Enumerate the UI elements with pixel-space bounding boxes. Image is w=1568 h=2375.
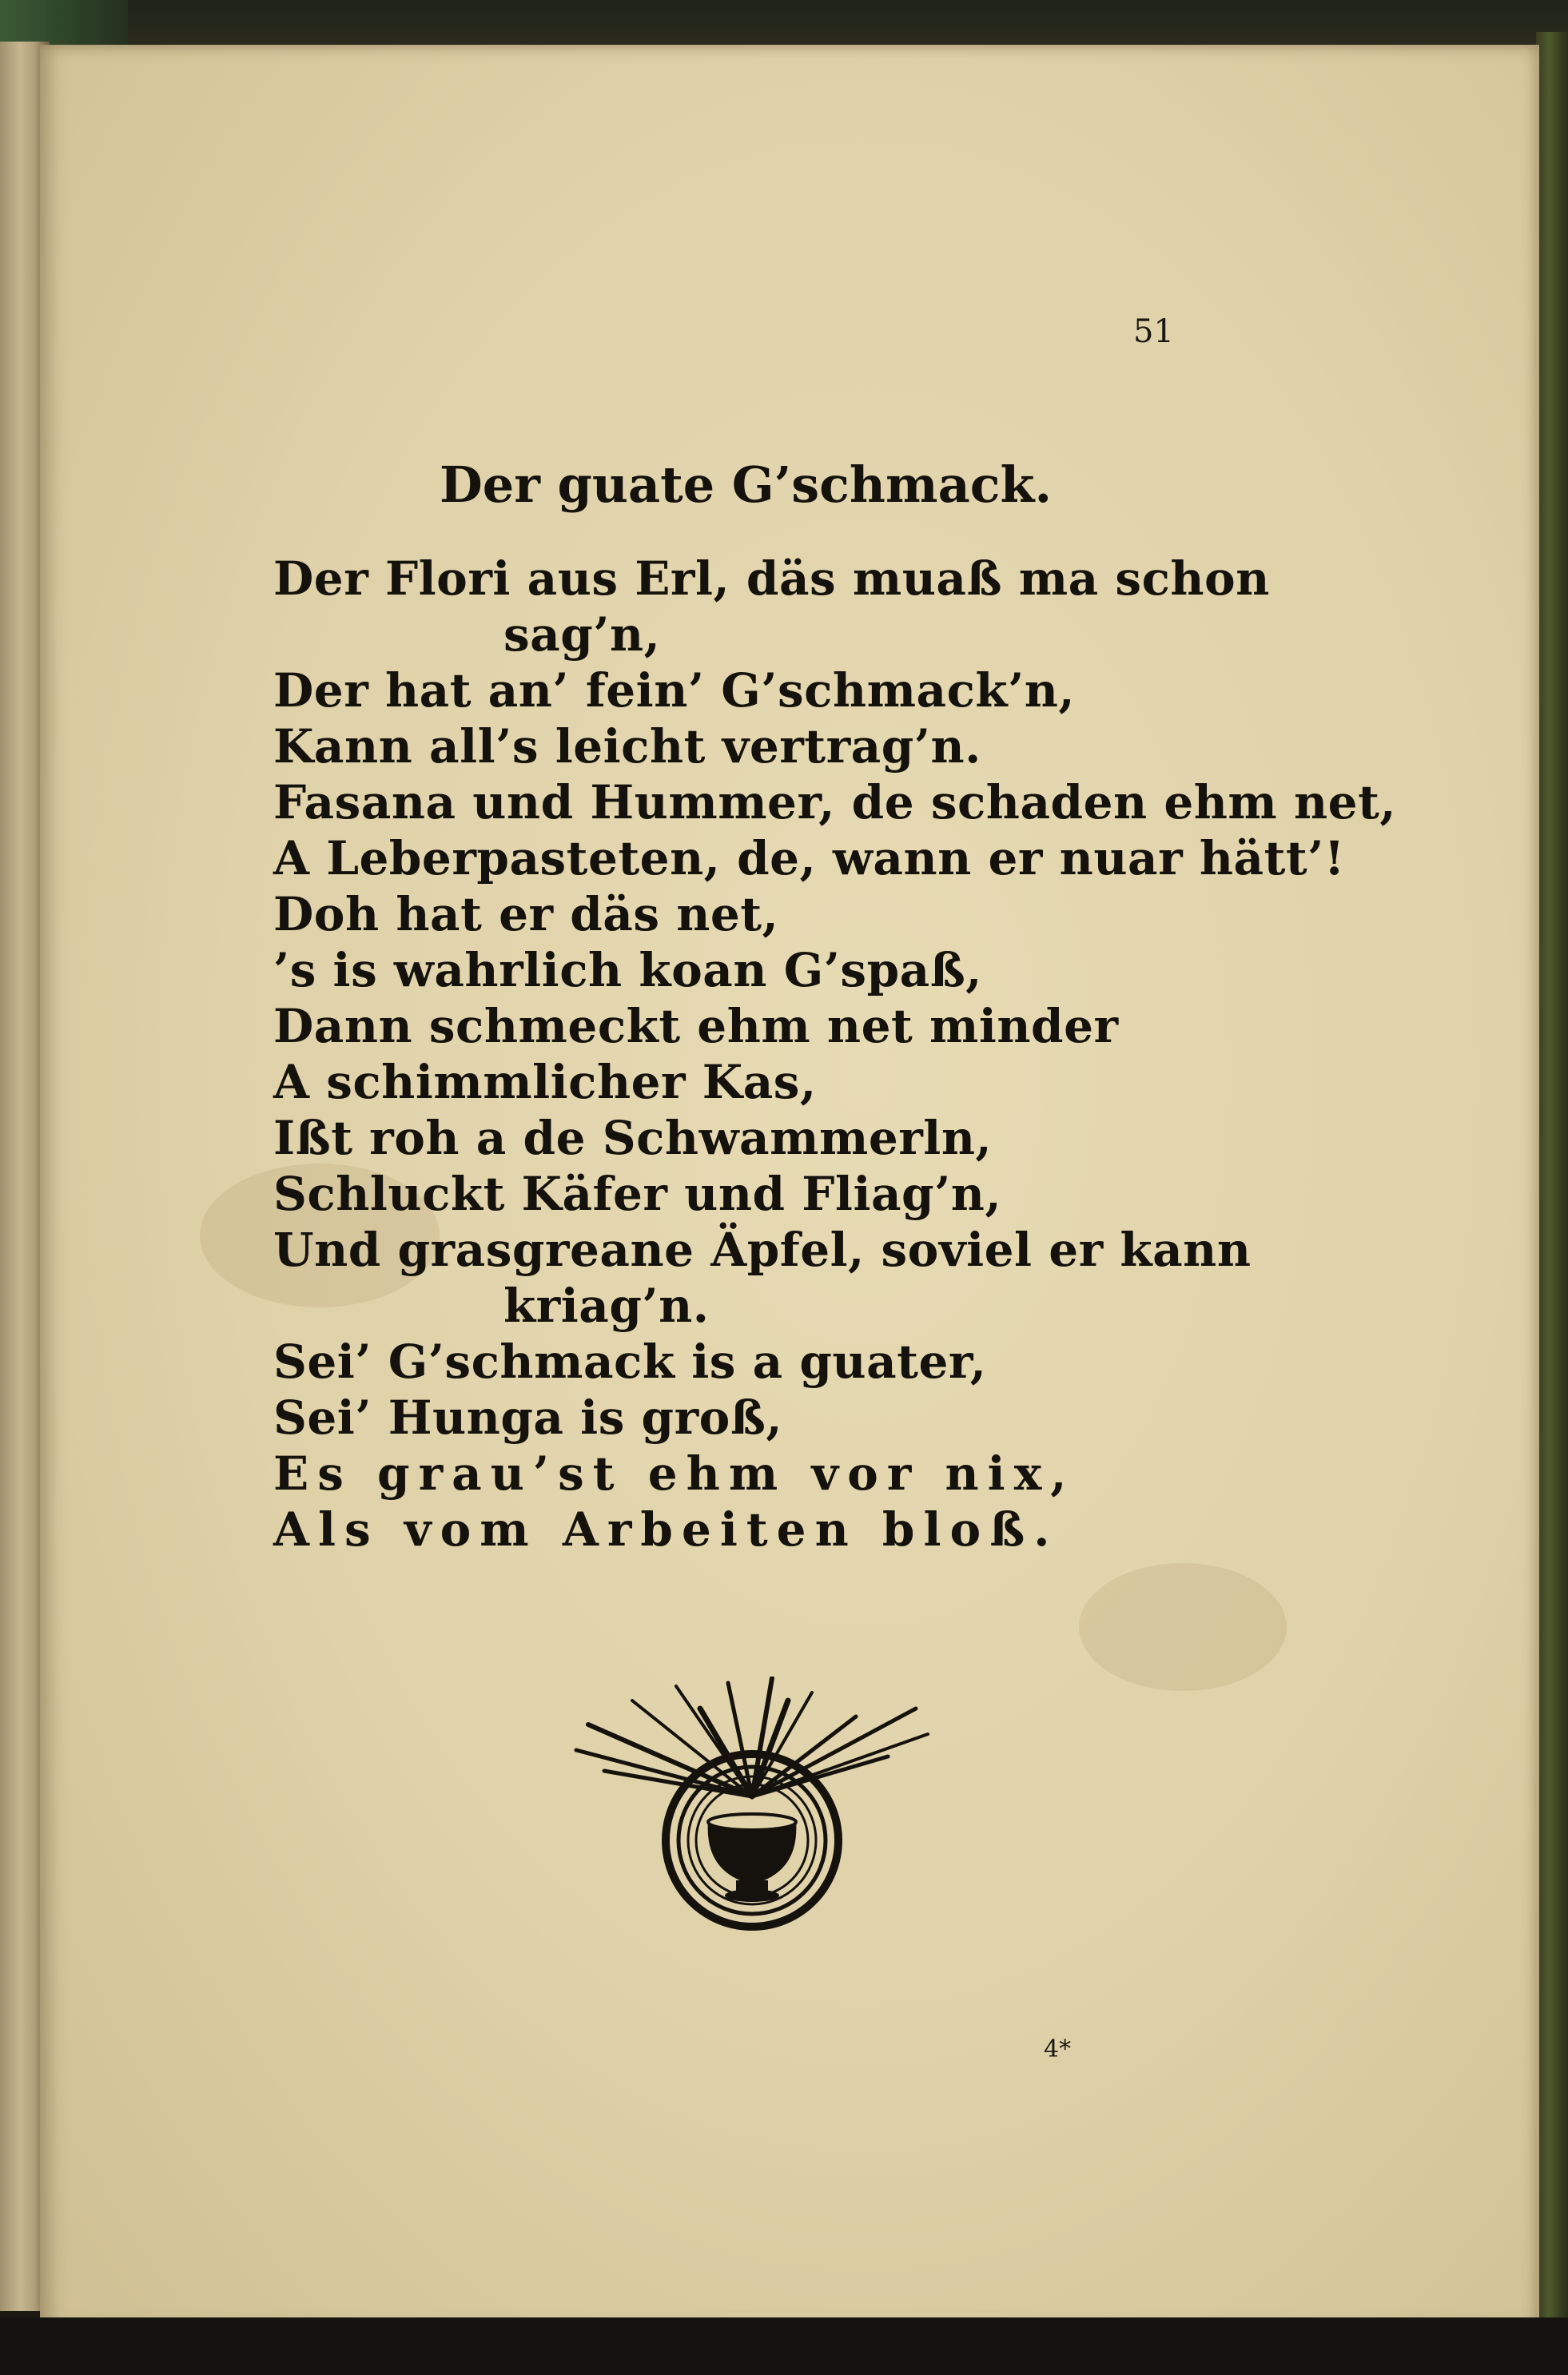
poem-line: A schimmlicher Kas,: [273, 1055, 817, 1109]
poem-line: Der Flori aus Erl, däs muaß ma schon: [273, 551, 1270, 606]
poem-title: Der guate G’schmack.: [440, 456, 1053, 514]
poem-line: Ißt roh a de Schwammerln,: [273, 1111, 993, 1165]
poem-line: Sei’ Hunga is groß,: [273, 1390, 783, 1445]
poem-line: sag’n,: [503, 607, 661, 662]
right-binding-strip: [1536, 32, 1568, 2333]
poem-line: Doh hat er däs net,: [273, 887, 779, 941]
page-number: 51: [1133, 313, 1174, 350]
poem-line: Schluckt Käfer und Fliag’n,: [273, 1167, 1002, 1221]
poem-line: Sei’ G’schmack is a guater,: [273, 1335, 987, 1389]
bottom-edge-band: [0, 2317, 1568, 2375]
poem-line: Und grasgreane Äpfel, soviel er kann: [273, 1223, 1252, 1277]
poem-line: Fasana und Hummer, de schaden ehm net,: [273, 775, 1397, 829]
poem-line: Es grau’st ehm vor nix,: [273, 1446, 1076, 1501]
top-edge-strip: [0, 0, 1568, 50]
poem-line: kriag’n.: [503, 1279, 710, 1333]
poem-line: ’s is wahrlich koan G’spaß,: [273, 943, 982, 997]
potted-plant-vignette-icon: [572, 1677, 932, 1932]
poem-line: Als vom Arbeiten bloß.: [273, 1502, 1059, 1557]
poem-line: Dann schmeckt ehm net minder: [273, 999, 1119, 1053]
signature-mark: 4*: [1044, 2035, 1072, 2063]
poem-line: A Leberpasteten, de, wann er nuar hätt’!: [273, 831, 1345, 885]
poem-line: Der hat an’ fein’ G’schmack’n,: [273, 663, 1076, 718]
paper-stain: [1079, 1563, 1287, 1691]
poem-line: Kann all’s leicht vertrag’n.: [273, 719, 981, 774]
